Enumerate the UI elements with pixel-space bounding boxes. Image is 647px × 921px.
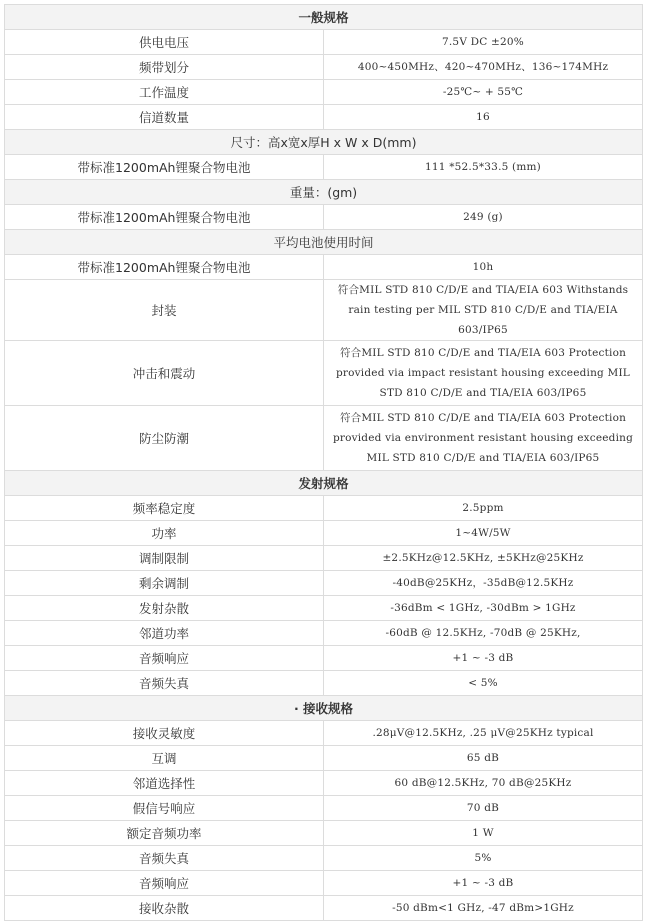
spec-value: 5% <box>324 846 643 871</box>
spec-value: 400~450MHz、420~470MHz、136~174MHz <box>324 55 643 80</box>
spec-row <box>5 646 643 671</box>
spec-label: 剩余调制 <box>5 571 324 596</box>
spec-value: .28μV@12.5KHz, .25 μV@25KHz typical <box>324 721 643 746</box>
spec-value: 符合MIL STD 810 C/D/E and TIA/EIA 603 Protection provided via impact resistant housing exceeding MIL STD 810 C/D/E and TIA/EIA 603/IP65 <box>324 341 643 406</box>
spec-label: 带标准1200mAh锂聚合物电池 <box>5 255 324 280</box>
spec-label: 发射杂散 <box>5 596 324 621</box>
spec-label: 工作温度 <box>5 80 324 105</box>
section-title: 发射规格 <box>5 471 643 496</box>
spec-row <box>5 596 643 621</box>
spec-label: 功率 <box>5 521 324 546</box>
section-title: 一般规格 <box>5 5 643 30</box>
spec-value: 符合MIL STD 810 C/D/E and TIA/EIA 603 Withstands rain testing per MIL STD 810 C/D/E and TIA/EIA 603/IP65 <box>324 280 643 341</box>
section-header <box>5 5 643 30</box>
spec-row <box>5 896 643 921</box>
spec-value: < 5% <box>324 671 643 696</box>
spec-label: 频带划分 <box>5 55 324 80</box>
spec-row <box>5 546 643 571</box>
section-header <box>5 696 643 721</box>
section-title: 重量：(gm) <box>5 180 643 205</box>
spec-label: 信道数量 <box>5 105 324 130</box>
section-header <box>5 230 643 255</box>
spec-row <box>5 621 643 646</box>
spec-value: 16 <box>324 105 643 130</box>
spec-row <box>5 255 643 280</box>
spec-value: +1 ~ -3 dB <box>324 871 643 896</box>
spec-row <box>5 871 643 896</box>
spec-table <box>4 4 643 921</box>
spec-label: 带标准1200mAh锂聚合物电池 <box>5 155 324 180</box>
spec-value: +1 ~ -3 dB <box>324 646 643 671</box>
spec-value: 7.5V DC ±20% <box>324 30 643 55</box>
spec-label: 邻道选择性 <box>5 771 324 796</box>
spec-row <box>5 280 643 341</box>
section-header <box>5 180 643 205</box>
spec-row <box>5 205 643 230</box>
spec-row <box>5 341 643 406</box>
spec-row <box>5 155 643 180</box>
spec-value: 60 dB@12.5KHz, 70 dB@25KHz <box>324 771 643 796</box>
spec-value: 符合MIL STD 810 C/D/E and TIA/EIA 603 Protection provided via environment resistant housing exceeding MIL STD 810 C/D/E and TIA/EIA 603/IP65 <box>324 406 643 471</box>
spec-label: 音频响应 <box>5 646 324 671</box>
spec-row <box>5 406 643 471</box>
spec-row <box>5 571 643 596</box>
spec-value: 1~4W/5W <box>324 521 643 546</box>
spec-row <box>5 30 643 55</box>
spec-value: 65 dB <box>324 746 643 771</box>
spec-label: 假信号响应 <box>5 796 324 821</box>
spec-label: 接收杂散 <box>5 896 324 921</box>
spec-row <box>5 821 643 846</box>
spec-row <box>5 521 643 546</box>
spec-value: 10h <box>324 255 643 280</box>
spec-label: 封装 <box>5 280 324 341</box>
spec-row <box>5 746 643 771</box>
spec-label: 频率稳定度 <box>5 496 324 521</box>
spec-value: -40dB@25KHz，-35dB@12.5KHz <box>324 571 643 596</box>
spec-value: 2.5ppm <box>324 496 643 521</box>
spec-row <box>5 671 643 696</box>
spec-label: 音频响应 <box>5 871 324 896</box>
spec-label: 互调 <box>5 746 324 771</box>
spec-label: 供电电压 <box>5 30 324 55</box>
spec-value: 1 W <box>324 821 643 846</box>
spec-row <box>5 105 643 130</box>
spec-label: 防尘防潮 <box>5 406 324 471</box>
spec-row <box>5 721 643 746</box>
spec-row <box>5 496 643 521</box>
spec-label: 接收灵敏度 <box>5 721 324 746</box>
spec-row <box>5 80 643 105</box>
section-header <box>5 471 643 496</box>
spec-row <box>5 796 643 821</box>
spec-label: 音频失真 <box>5 846 324 871</box>
spec-row <box>5 771 643 796</box>
spec-value: 249 (g) <box>324 205 643 230</box>
spec-value: -36dBm < 1GHz, -30dBm > 1GHz <box>324 596 643 621</box>
spec-label: 额定音频功率 <box>5 821 324 846</box>
section-title: · 接收规格 <box>5 696 643 721</box>
spec-label: 调制限制 <box>5 546 324 571</box>
spec-label: 带标准1200mAh锂聚合物电池 <box>5 205 324 230</box>
spec-label: 邻道功率 <box>5 621 324 646</box>
spec-row <box>5 846 643 871</box>
spec-value: -50 dBm<1 GHz, -47 dBm>1GHz <box>324 896 643 921</box>
spec-value: ±2.5KHz@12.5KHz, ±5KHz@25KHz <box>324 546 643 571</box>
spec-value: -60dB @ 12.5KHz, -70dB @ 25KHz, <box>324 621 643 646</box>
section-title: 尺寸：高x宽x厚H x W x D(mm) <box>5 130 643 155</box>
section-title: 平均电池使用时间 <box>5 230 643 255</box>
spec-label: 冲击和震动 <box>5 341 324 406</box>
spec-table-body <box>5 5 643 921</box>
spec-value: -25℃~ + 55℃ <box>324 80 643 105</box>
section-header <box>5 130 643 155</box>
spec-value: 111 *52.5*33.5 (mm) <box>324 155 643 180</box>
spec-row <box>5 55 643 80</box>
spec-label: 音频失真 <box>5 671 324 696</box>
spec-value: 70 dB <box>324 796 643 821</box>
